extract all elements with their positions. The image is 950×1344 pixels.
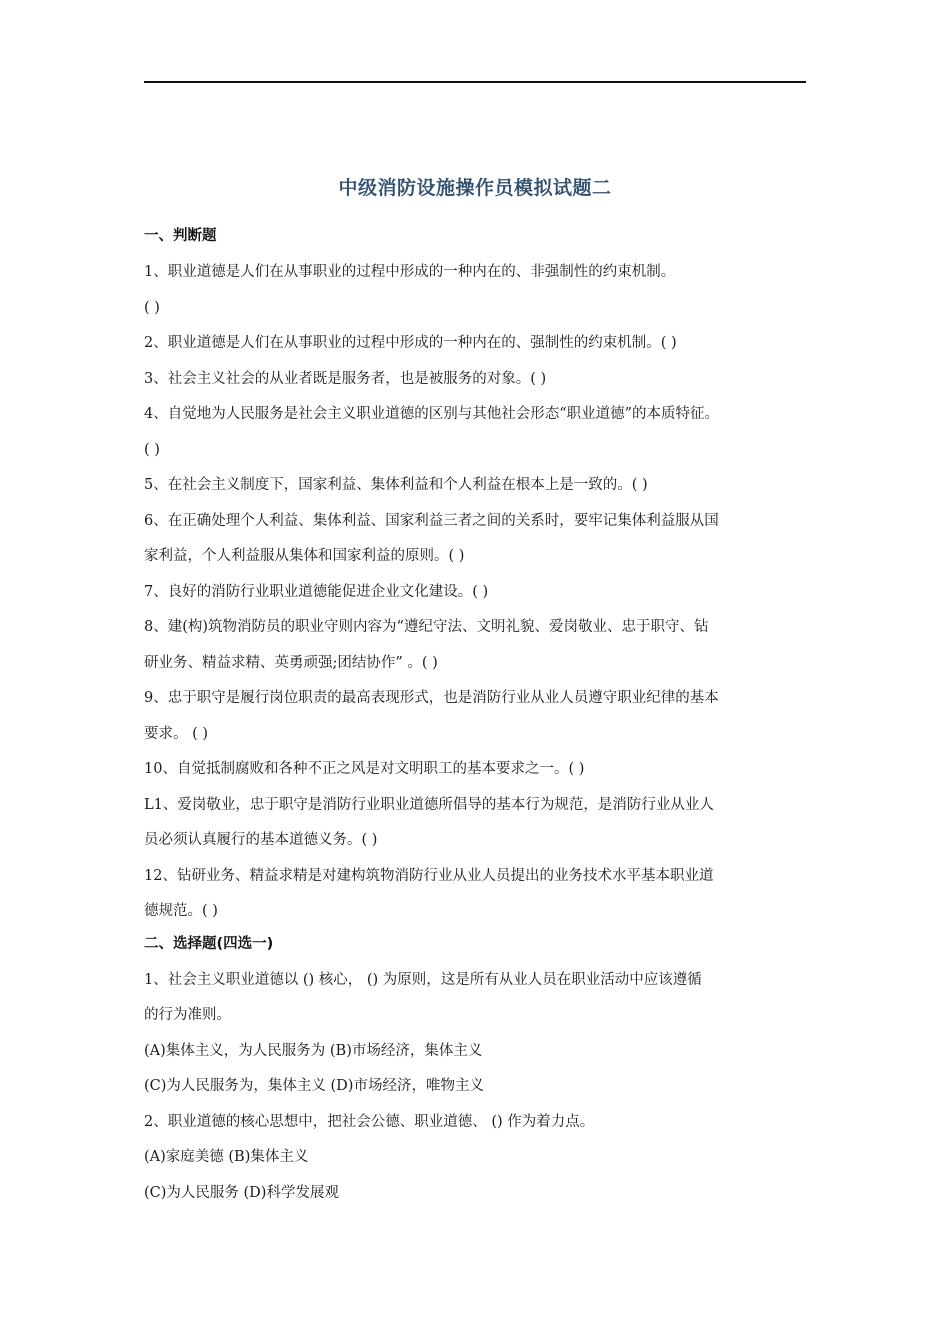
question-line: 1、社会主义职业道德以 () 核心， () 为原则，这是所有从业人员在职业活动中应该遵循 [144,971,702,988]
question-line: 员必须认真履行的基本道德义务。( ) [144,832,378,848]
true-false-questions [144,255,824,930]
question-line: 的行为准则。 [144,1007,231,1023]
page-title: 中级消防设施操作员模拟试题二 [338,177,612,199]
question-line: 家利益，个人利益服从集体和国家利益的原则。( ) [144,548,465,564]
question-line: 7、良好的消防行业职业道德能促进企业文化建设。( ) [144,583,489,600]
question-line: 研业务、精益求精、英勇顽强;团结协作” 。( ) [144,654,438,671]
question-line: ( ) [144,441,160,458]
question-line: 德规范。( ) [144,903,218,919]
question-line: 2、职业道德是人们在从事职业的过程中形成的一种内在的、强制性的约束机制。( ) [144,335,677,351]
section-heading-true-false: 一、判断题 [144,228,217,244]
question-line: 12、钻研业务、精益求精是对建构筑物消防行业从业人员提出的业务技术水平基本职业道 [144,867,714,884]
question-line: 4、自觉地为人民服务是社会主义职业道德的区别与其他社会形态“职业道德”的本质特征。 [144,406,720,422]
question-line: 9、忠于职守是履行岗位职责的最高表现形式，也是消防行业从业人员遵守职业纪律的基本 [144,690,719,706]
question-line: (A)集体主义，为人民服务为 (B)市场经济，集体主义 [144,1042,483,1059]
question-line: 1、职业道德是人们在从事职业的过程中形成的一种内在的、非强制性的约束机制。 [144,264,676,280]
question-line: L1、爱岗敬业，忠于职守是消防行业职业道德所倡导的基本行为规范，是消防行业从业人 [144,796,714,813]
question-line: (A)家庭美德 (B)集体主义 [144,1149,309,1165]
section-heading-multiple-choice: 二、选择题(四选一) [144,935,274,952]
question-line: 8、建(构)筑物消防员的职业守则内容为“遵纪守法、文明礼貌、爱岗敬业、忠于职守、钻 [144,619,709,635]
question-line: ( ) [144,299,160,316]
exam-content [144,222,824,1211]
question-line: 2、职业道德的核心思想中，把社会公德、职业道德、 () 作为着力点。 [144,1113,595,1130]
question-line: 5、在社会主义制度下，国家利益、集体利益和个人利益在根本上是一致的。( ) [144,477,648,493]
question-line: (C)为人民服务为，集体主义 (D)市场经济，唯物主义 [144,1078,484,1094]
question-line: 10、自觉抵制腐败和各种不正之风是对文明职工的基本要求之一。( ) [144,761,585,777]
multiple-choice-questions [144,963,824,1212]
header-rule [144,81,806,83]
question-line: 要求。 ( ) [144,725,209,742]
question-line: 3、社会主义社会的从业者既是服务者，也是被服务的对象。( ) [144,370,547,387]
question-line: 6、在正确处理个人利益、集体利益、国家利益三者之间的关系时，要牢记集体利益服从国 [144,512,719,529]
question-line: (C)为人民服务 (D)科学发展观 [144,1184,339,1201]
